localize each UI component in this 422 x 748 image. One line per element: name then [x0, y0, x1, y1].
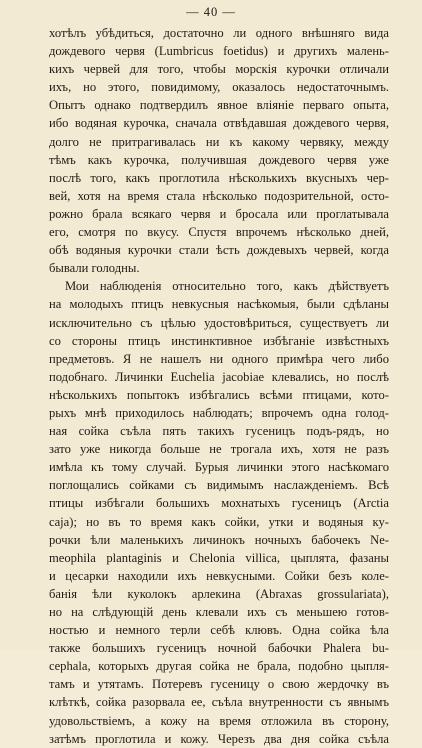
- text-line: его, смотря по вкусу. Спустя впрочемъ нѣсколько дней,: [49, 225, 389, 240]
- text-line: ностью и немного терли себѣ клювъ. Одна сойка ѣла: [49, 623, 389, 638]
- text-line: нѣсколькихъ попытокъ избѣгались всѣми птицами, кото-: [49, 387, 389, 402]
- text-line: затѣмъ проглотила и кожу. Черезъ два дня сойка съѣла: [49, 731, 389, 746]
- text-line: но на слѣдующій день клевали ихъ съ меньшею готов-: [49, 605, 389, 619]
- text-line: хотѣлъ убѣдиться, достаточно ли одного внѣшняго вида: [49, 26, 389, 40]
- text-line: исключительно съ цѣлью удостовѣриться, существуетъ ли: [49, 315, 389, 330]
- text-line: Опытъ однако подтвердилъ явное вліяніе перваго опыта,: [49, 98, 389, 113]
- text-line: ная сойка съѣла пять такихъ гусеницъ подъ-рядъ, но: [49, 424, 389, 439]
- text-line: кихъ червей для того, чтобы морскія курочки отличали: [49, 62, 389, 77]
- text-line: банія ѣли куколокъ арлекина (Abraxas grossulariata),: [49, 586, 389, 601]
- text-line: на молодыхъ птицъ невкусныя насѣкомыя, были сдѣланы: [49, 297, 389, 312]
- text-line: также большихъ гусеницъ ночной бабочки Phalera bu-: [49, 641, 389, 656]
- text-line: долго не притрагивалась ни къ какому червяку, между: [49, 134, 389, 149]
- text-line: вей, хотя на время стала нѣсколько подозрительной, осто-: [49, 188, 389, 203]
- text-line: ихъ, но этого, повидимому, оказалось недостаточнымъ.: [49, 80, 389, 95]
- text-line: имѣла къ тому случай. Бурыя личинки этого насѣкомаго: [49, 460, 389, 475]
- text-line: подобнаго. Личинки Euchelia jacobiae клевались, но послѣ: [49, 369, 389, 384]
- text-line: зато уже никогда больше не трогала ихъ, хотя не разъ: [49, 442, 389, 457]
- text-line: со стороны птицъ инстинктивное избѣганіе извѣстныхъ: [49, 333, 389, 348]
- text-line: рожно брала всякаго червя и бросала или проглатывала: [49, 206, 389, 221]
- text-line: и цесарки находили ихъ невкусными. Сойки безъ коле-: [49, 568, 389, 583]
- text-line: рочки ѣли маленькихъ личинокъ ночныхъ бабочекъ Ne-: [49, 532, 389, 547]
- text-line: предметовъ. Я не нашелъ ни одного примѣра чего либо: [49, 351, 389, 366]
- text-line: рыхъ мнѣ приходилось наблюдать; впрочемъ одна голод-: [49, 405, 389, 420]
- text-line: дождевого червя (Lumbricus foetidus) и другихъ малень-: [49, 44, 389, 59]
- text-line: ибо водяная курочка, сначала отвѣдавшая дождевого червя,: [49, 116, 389, 131]
- text-line: тѣмъ какъ курочка, получившая дождевого червя уже: [49, 152, 389, 167]
- text-line: тамъ и утятамъ. Потеревъ гусеницу о свою жердочку въ: [49, 677, 389, 692]
- page-number: — 40 —: [186, 5, 236, 19]
- text-line: обѣ водяныя курочки стали ѣсть дождевыхъ червей, когда: [49, 243, 389, 258]
- text-line: поглощались сойками съ видимымъ наслажденіемъ. Всѣ: [49, 478, 389, 493]
- body-text: [49, 24, 389, 748]
- text-line: meophila plantaginis и Chelonia villica, цыплята, фазаны: [49, 550, 389, 565]
- text-line: cephala, которыхъ другая сойка не брала, подобно цыпля-: [49, 659, 389, 674]
- text-line: птицы избѣгали большихъ мохнатыхъ гусеницъ (Arctia: [49, 496, 389, 511]
- text-line: клѣткѣ, сойка разорвала ее, съѣла внутренности съ явнымъ: [49, 695, 389, 710]
- text-line: удовольствіемъ, а кожу на время отложила въ сторону,: [49, 713, 389, 728]
- paragraph-start-line: Мои наблюденія относительно того, какъ дѣйствуетъ: [65, 279, 389, 294]
- text-line: caja); но въ то время какъ сойки, утки и водяныя ку-: [49, 514, 389, 529]
- text-line: послѣ того, какъ проглотила нѣсколькихъ вкусныхъ чер-: [49, 170, 389, 185]
- text-line: бывали голодны.: [49, 261, 140, 276]
